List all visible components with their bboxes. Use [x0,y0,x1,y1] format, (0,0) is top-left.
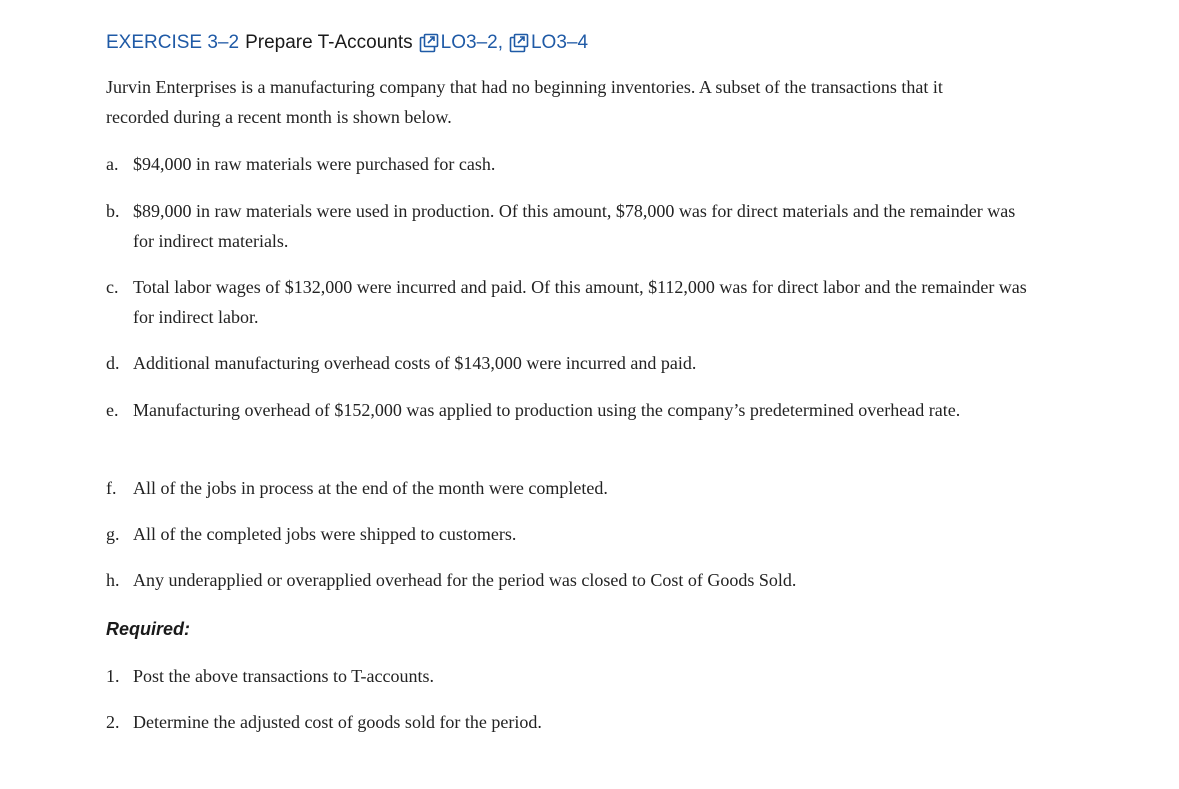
external-link-icon [419,33,439,53]
learning-objective-1-label: LO3–2, [440,32,503,53]
transaction-item [106,395,1033,425]
transaction-letter: f. [106,478,117,498]
transaction-item [106,348,1033,378]
requirement-text: Determine the adjusted cost of goods sold for the period. [133,712,542,732]
transaction-letter: h. [106,570,120,590]
transaction-text: Any underapplied or overapplied overhead for the period was closed to Cost of Goods Sold. [133,570,797,590]
transaction-item [106,565,1033,595]
requirement-item [106,707,1033,737]
requirement-number: 1. [106,666,120,686]
transaction-text: All of the jobs in process at the end of the month were completed. [133,478,608,498]
transaction-item [106,149,1033,179]
external-link-icon [509,33,529,53]
transaction-text: Additional manufacturing overhead costs of $143,000 were incurred and paid. [133,353,697,373]
required-heading: Required: [106,619,191,639]
transaction-letter: a. [106,154,119,174]
transaction-item [106,473,1033,503]
learning-objective-link-1[interactable] [413,30,503,56]
exercise-number: EXERCISE 3–2 [106,32,240,53]
transaction-letter: b. [106,201,120,221]
transaction-text: $89,000 in raw materials were used in production. Of this amount, $78,000 was for direct materials and the remainder was for indirect materials. [133,201,1016,251]
exercise-title: Prepare T-Accounts [245,32,413,53]
learning-objective-link-2[interactable] [503,30,588,56]
transaction-item [106,196,1033,256]
transaction-letter: c. [106,277,119,297]
learning-objective-2-label: LO3–4 [530,32,589,53]
transaction-item [106,519,1033,549]
requirement-item [106,661,1033,691]
transaction-text: Total labor wages of $132,000 were incurred and paid. Of this amount, $112,000 was for direct labor and the remainder was for indirect labor. [133,277,1027,327]
intro-paragraph: Jurvin Enterprises is a manufacturing company that had no beginning inventories. A subset of the transactions that it recorded during a recent month is shown below. [106,77,943,127]
exercise-heading [106,30,588,56]
transaction-text: All of the completed jobs were shipped to customers. [133,524,517,544]
transaction-letter: d. [106,353,120,373]
transaction-text: Manufacturing overhead of $152,000 was applied to production using the company’s predetermined overhead rate. [133,400,961,420]
transaction-text: $94,000 in raw materials were purchased for cash. [133,154,496,174]
requirement-number: 2. [106,712,120,732]
transaction-item [106,272,1033,332]
transaction-letter: e. [106,400,119,420]
requirement-text: Post the above transactions to T-accounts. [133,666,434,686]
transaction-letter: g. [106,524,120,544]
